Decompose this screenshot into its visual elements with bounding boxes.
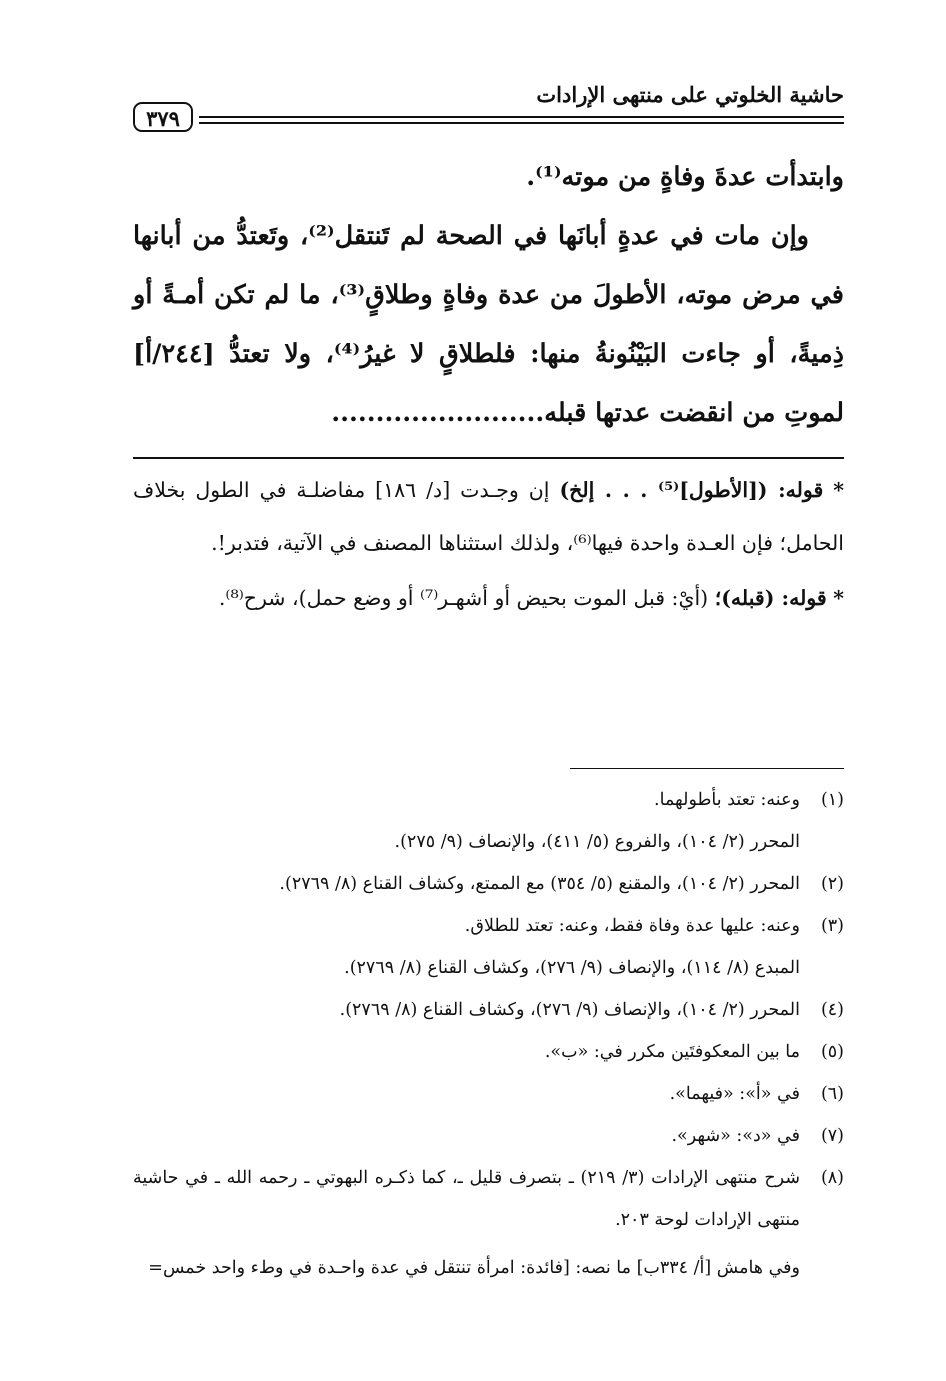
footnote-number: (٦)	[820, 1084, 844, 1104]
main-paragraph-2-text: وإن مات في عدةٍ أبانَها في الصحة لم تَنتقل⁽²⁾، وتَعتدُّ من أبانها في مرض موته، الأطولَ من عدة وفاةٍ وطلاقٍ⁽³⁾، ما لم تكن أمـةً أو ذِميةً، أو جاءت البَيْنُونةُ منها: فلطلاقٍ لا غيرُ⁽⁴⁾، ولا تعتدُّ [٢٤٤/أ] لموتِ من انقضت عدتها قبله	[133, 221, 844, 428]
footnote-line: في «أ»: «فيهما».	[669, 1084, 800, 1104]
footnote-line: وعنه: تعتد بأطولهما.	[654, 790, 800, 810]
footnote-number: (٤)	[820, 1000, 844, 1020]
footnote-number: (٧)	[820, 1126, 844, 1146]
footnote-body	[133, 1031, 800, 1073]
footnote	[133, 1115, 844, 1157]
footnote-number: (٨)	[820, 1168, 844, 1188]
footnote-line: شرح منتهى الإرادات (٣/ ٢١٩) ـ بتصرف قليل ـ، كما ذكـره البهوتي ـ رحمه الله ـ في حاشية منتهى الإرادات لوحة ٢٠٣.	[133, 1168, 800, 1230]
footnote	[133, 1073, 844, 1115]
footnote-line: في «د»: «شهر».	[671, 1126, 800, 1146]
footnote-body	[133, 905, 800, 989]
footnote	[133, 1031, 844, 1073]
footnote-continuation	[133, 1247, 844, 1289]
footnote	[133, 1157, 844, 1241]
page-number: ٣٧٩	[133, 102, 193, 132]
footnote-line: ما بين المعكوفتَين مكرر في: «ب».	[544, 1042, 800, 1062]
footnote-number: (١)	[820, 790, 844, 810]
main-text	[133, 148, 844, 443]
main-paragraph-1: وابتدأت عدةَ وفاةٍ من موته⁽¹⁾.	[526, 162, 844, 192]
footnote-line: المحرر (٢/ ١٠٤)، والمقنع (٥/ ٣٥٤) مع الممتع، وكشاف القناع (٨/ ٢٧٦٩).	[279, 874, 800, 894]
footnote-body	[133, 989, 800, 1031]
commentary-separator	[133, 457, 844, 459]
footnote-body	[133, 1157, 800, 1241]
star-marker: *	[833, 586, 844, 610]
footnote-line: المبدع (٨/ ١١٤)، والإنصاف (٩/ ٢٧٦)، وكشاف القناع (٨/ ٢٧٦٩).	[344, 958, 800, 978]
footnote-separator	[570, 768, 844, 769]
commentary	[133, 464, 844, 625]
footnote-number: (٥)	[820, 1042, 844, 1062]
footnote-number: (٣)	[820, 916, 844, 936]
footnote-body	[133, 863, 800, 905]
footnote-body	[133, 1247, 800, 1289]
footnote-tail: وفي هامش [أ/ ٣٣٤ب] ما نصه: [فائدة: امرأة تنتقل في عدة واحـدة في وطء واحد خمس=	[148, 1258, 800, 1278]
footnote-body	[133, 1073, 800, 1115]
footnote-body	[133, 1115, 800, 1157]
header-rule-lower	[199, 122, 844, 124]
footnotes	[133, 779, 844, 1289]
running-title: حاشية الخلوتي على منتهى الإرادات	[536, 82, 844, 107]
commentary-note-1	[133, 464, 844, 570]
footnote-line: وعنه: عليها عدة وفاة فقط، وعنه: تعتد للطلاق.	[464, 916, 800, 936]
footnote-line: المحرر (٢/ ١٠٤)، والفروع (٥/ ٤١١)، والإنصاف (٩/ ٢٧٥).	[394, 832, 800, 852]
footnote	[133, 905, 844, 989]
header-rule-upper	[199, 116, 844, 118]
commentary-note-2	[133, 572, 844, 625]
commentary-note-2-text: (أيْ: قبل الموت بحيض أو أشهـر⁽⁷⁾ أو وضع حمل)، شرح⁽⁸⁾.	[218, 586, 709, 610]
commentary-note-1-lead: قوله: ([الأطول]⁽⁵⁾ . . . إلخ)	[559, 478, 824, 502]
footnote-body	[133, 779, 800, 863]
main-dots: ........................	[331, 398, 545, 428]
footnote	[133, 989, 844, 1031]
commentary-note-2-lead: قوله: (قبله)؛	[714, 586, 827, 610]
footnote-number: (٢)	[820, 874, 844, 894]
footnote	[133, 779, 844, 863]
star-marker: *	[833, 478, 844, 502]
main-paragraph-2	[133, 207, 844, 443]
footnote	[133, 863, 844, 905]
commentary-note-1-text: إن وجـدت [د/ ١٨٦] مفاضلـة في الطول بخلاف الحامل؛ فإن العـدة واحدة فيها⁽⁶⁾، ولذلك استثناها المصنف في الآتية، فتدبر!.	[133, 478, 844, 555]
footnote-line: المحرر (٢/ ١٠٤)، والإنصاف (٩/ ٢٧٦)، وكشاف القناع (٨/ ٢٧٦٩).	[339, 1000, 800, 1020]
footnote-spacer	[800, 1247, 844, 1289]
